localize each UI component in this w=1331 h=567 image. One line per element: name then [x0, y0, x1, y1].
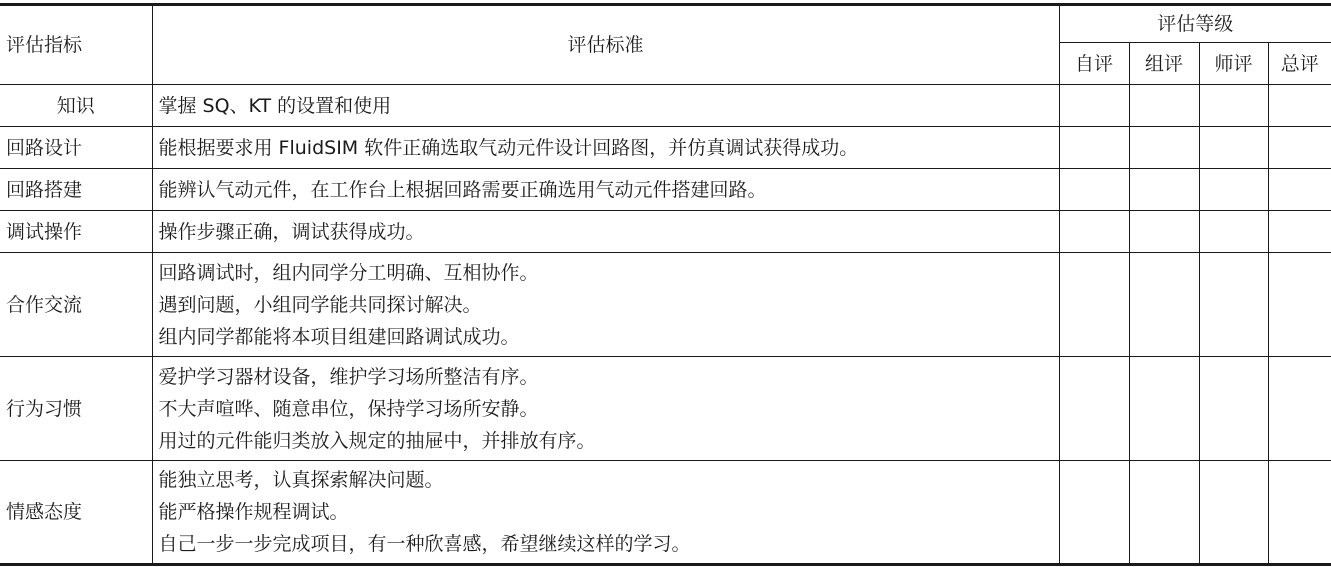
group-eval-cell[interactable] [1129, 253, 1199, 357]
table-row [0, 211, 1331, 253]
teacher-eval-cell[interactable] [1199, 127, 1268, 169]
self-eval-cell[interactable] [1059, 169, 1129, 211]
standard-line: 遇到问题，小组同学能共同探讨解决。 [158, 293, 482, 316]
self-eval-cell[interactable] [1059, 461, 1129, 565]
standard-line: 组内同学都能将本项目组建回路调试成功。 [158, 325, 520, 348]
header-group-eval: 组评 [1129, 43, 1199, 85]
group-eval-cell[interactable] [1129, 127, 1199, 169]
self-eval-cell[interactable] [1059, 127, 1129, 169]
group-eval-cell[interactable] [1129, 461, 1199, 565]
self-eval-cell[interactable] [1059, 211, 1129, 253]
teacher-eval-cell[interactable] [1199, 211, 1268, 253]
total-eval-cell[interactable] [1268, 357, 1331, 461]
table-row [0, 85, 1331, 127]
standard-cell [152, 85, 1059, 127]
group-eval-cell[interactable] [1129, 169, 1199, 211]
teacher-eval-cell[interactable] [1199, 357, 1268, 461]
standard-cell [152, 211, 1059, 253]
total-eval-cell[interactable] [1268, 127, 1331, 169]
standard-cell [152, 253, 1059, 357]
teacher-eval-cell[interactable] [1199, 461, 1268, 565]
standard-line: 能辨认气动元件，在工作台上根据回路需要正确选用气动元件搭建回路。 [158, 178, 767, 201]
self-eval-cell[interactable] [1059, 253, 1129, 357]
standard-line: 能根据要求用 FluidSIM 软件正确选取气动元件设计回路图，并仿真调试获得成功。 [158, 136, 859, 159]
total-eval-cell[interactable] [1268, 253, 1331, 357]
table-header [0, 5, 1331, 85]
table-row [0, 461, 1331, 565]
indicator-cell: 行为习惯 [0, 357, 152, 461]
total-eval-cell[interactable] [1268, 211, 1331, 253]
indicator-cell: 调试操作 [0, 211, 152, 253]
standard-line: 用过的元件能归类放入规定的抽屉中，并排放有序。 [158, 429, 596, 452]
indicator-cell: 合作交流 [0, 253, 152, 357]
indicator-cell: 知识 [0, 85, 152, 127]
header-teacher-eval: 师评 [1199, 43, 1268, 85]
teacher-eval-cell[interactable] [1199, 85, 1268, 127]
standard-cell [152, 127, 1059, 169]
indicator-cell: 回路搭建 [0, 169, 152, 211]
total-eval-cell[interactable] [1268, 85, 1331, 127]
header-total-eval: 总评 [1268, 43, 1331, 85]
standard-cell [152, 461, 1059, 565]
standard-line: 回路调试时，组内同学分工明确、互相协作。 [158, 261, 539, 284]
header-indicator: 评估指标 [0, 5, 152, 85]
total-eval-cell[interactable] [1268, 461, 1331, 565]
group-eval-cell[interactable] [1129, 211, 1199, 253]
table-row [0, 253, 1331, 357]
group-eval-cell[interactable] [1129, 85, 1199, 127]
group-eval-cell[interactable] [1129, 357, 1199, 461]
standard-line: 自己一步一步完成项目，有一种欣喜感，希望继续这样的学习。 [158, 533, 691, 555]
self-eval-cell[interactable] [1059, 357, 1129, 461]
evaluation-table [0, 3, 1331, 566]
table-row [0, 357, 1331, 461]
standard-line: 爱护学习器材设备，维护学习场所整洁有序。 [158, 365, 539, 388]
standard-cell [152, 357, 1059, 461]
header-self-eval: 自评 [1059, 43, 1129, 85]
standard-line: 掌握 SQ、KT 的设置和使用 [158, 94, 392, 117]
standard-cell [152, 169, 1059, 211]
standard-line: 操作步骤正确，调试获得成功。 [158, 220, 425, 243]
table-row [0, 169, 1331, 211]
header-standard: 评估标准 [152, 5, 1059, 85]
indicator-cell: 回路设计 [0, 127, 152, 169]
table-row [0, 127, 1331, 169]
standard-line: 不大声喧哗、随意串位，保持学习场所安静。 [158, 397, 539, 420]
self-eval-cell[interactable] [1059, 85, 1129, 127]
header-grade: 评估等级 [1059, 5, 1331, 43]
teacher-eval-cell[interactable] [1199, 169, 1268, 211]
standard-line: 能严格操作规程调试。 [158, 501, 349, 523]
standard-line: 能独立思考，认真探索解决问题。 [158, 469, 444, 491]
teacher-eval-cell[interactable] [1199, 253, 1268, 357]
indicator-cell: 情感态度 [0, 461, 152, 565]
total-eval-cell[interactable] [1268, 169, 1331, 211]
